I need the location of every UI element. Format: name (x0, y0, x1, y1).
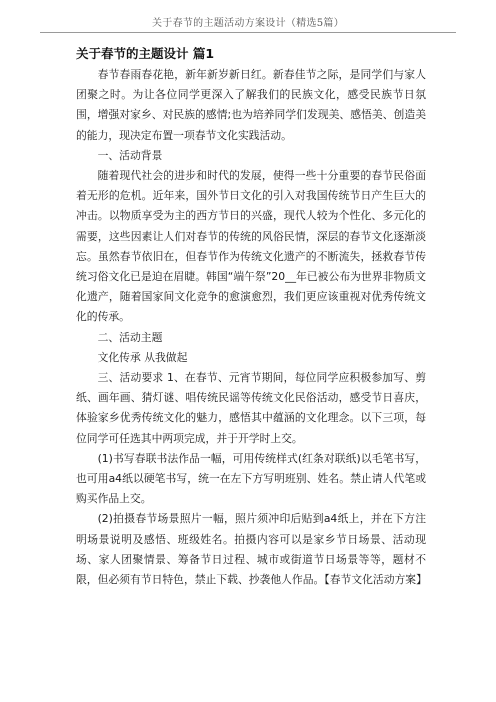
section-title: 关于春节的主题设计 篇1 (76, 46, 215, 61)
paragraph-theme: 文化传承 从我做起 (97, 350, 188, 364)
paragraph-intro: 春节春雨春花艳，新年新岁新日红。新春佳节之际，是同学们与家人团聚之时。为让各位同学更深入了解我们的民族文化，感受民族节日氛围，增强对家乡、对民族的感情;也为培养同学们发现美、感悟美、创造美的能力，现决定布置一项春节文化实践活动。 (76, 68, 426, 142)
heading-background: 一、活动背景 (97, 148, 163, 162)
header-divider (40, 32, 456, 33)
paragraph-item-1: (1)书写春联书法作品一幅，可用传统样式(红条对联纸)以毛笔书写，也可用a4纸以硬笔书写，统一在左下方写明班别、姓名。禁止请人代笔或购买作品上交。 (76, 451, 426, 506)
heading-theme: 二、活动主题 (97, 330, 163, 344)
paragraph-background: 随着现代社会的进步和时代的发展，使得一些十分重要的春节民俗面着无形的危机。近年来，国外节日文化的引入对我国传统节日产生巨大的冲击。以物质享受为主的西方节日的兴盛，现代人较为个性化、多元化的需要，这些因素让人们对春节的传统的风俗民情，深层的春节文化逐渐淡忘。虽然春节依旧在，但春节作为传统文化遗产的不断流失，拯救春节传统习俗文化已是迫在眉睫。韩国“端午祭”20__年已被公布为世界非物质文化遗产，随着国家间文化竞争的愈演愈烈，我们更应该重视对优秀传统文化的传承。 (76, 169, 426, 324)
paragraph-item-2: (2)拍摄春节场景照片一幅，照片须冲印后贴到a4纸上，并在下方注明场景说明及感悟、班级姓名。拍摄内容可以是家乡节日场景、活动现场、家人团聚情景、筹备节日过程、城市或街道节日场景等等，题材不限，但必须有节日特色，禁止下载、抄袭他人作品。【春节文化活动方案】 (76, 512, 427, 587)
document-body (76, 44, 426, 590)
page-header: 关于春节的主题活动方案设计（精选5篇） (151, 18, 345, 29)
paragraph-requirements: 三、活动要求 1、在春节、元宵节期间，每位同学应积极参加写、剪纸、画年画、猜灯谜、唱传统民谣等传统文化民俗活动，感受节日喜庆，体验家乡优秀传统文化的魅力，感悟其中蕴涵的文化理念。以下三项，每位同学可任选其中两项完成，并于开学时上交。 (76, 371, 426, 445)
